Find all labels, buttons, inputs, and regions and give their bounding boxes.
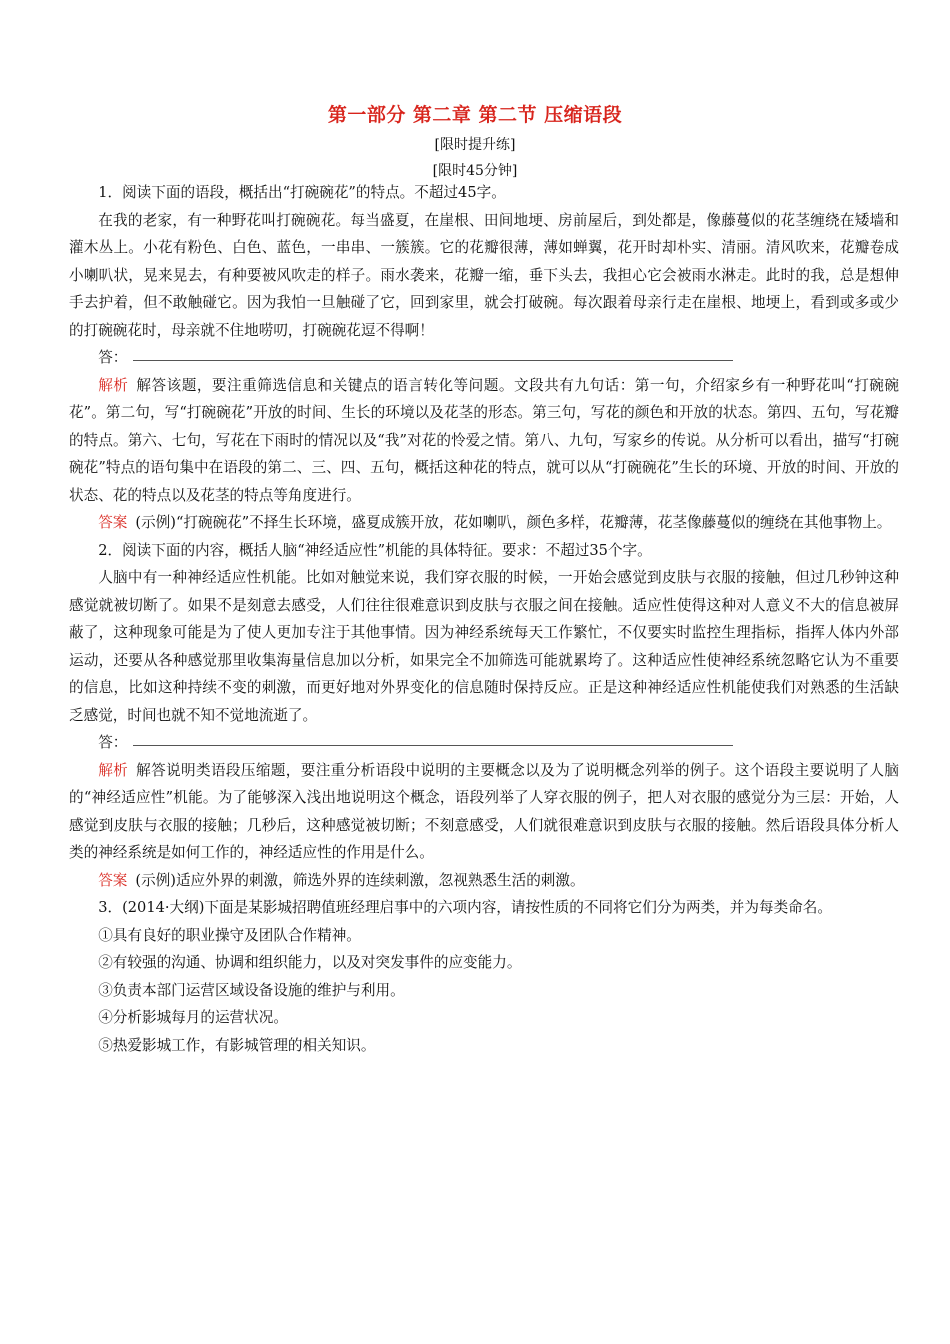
analysis-label: 解析 bbox=[98, 761, 129, 779]
question-1: 1．阅读下面的语段，概括出“打碗碗花”的特点。不超过45字。 bbox=[98, 184, 506, 201]
question-3-item: ⑤热爱影城工作，有影城管理的相关知识。 bbox=[98, 1036, 376, 1054]
answer-blank[interactable] bbox=[133, 745, 733, 746]
key-label: 答案 bbox=[98, 871, 128, 889]
question-2-analysis bbox=[69, 757, 899, 867]
question-1-analysis bbox=[69, 372, 899, 510]
question-1-answer-line bbox=[69, 344, 899, 372]
key-text: (示例)“打碗碗花”不择生长环境，盛夏成簇开放，花如喇叭，颜色多样，花瓣薄，花茎像藤蔓似的缠绕在其他事物上。 bbox=[135, 514, 892, 531]
question-2-answer-line bbox=[69, 729, 899, 757]
question-3-item: ②有较强的沟通、协调和组织能力，以及对突发事件的应变能力。 bbox=[98, 954, 522, 971]
question-3: 3．(2014·大纲)下面是某影城招聘值班经理启事中的六项内容，请按性质的不同将它们分为两类，并为每类命名。 bbox=[98, 899, 832, 916]
question-2: 2．阅读下面的内容，概括人脑“神经适应性”机能的具体特征。要求：不超过35个字。 bbox=[98, 541, 652, 559]
question-3-item: ③负责本部门运营区域设备设施的维护与利用。 bbox=[98, 981, 405, 999]
question-1-key bbox=[69, 509, 899, 537]
question-2-key bbox=[69, 867, 899, 895]
subtitle-time-limit: [限时45分钟] bbox=[432, 163, 518, 179]
subtitle-practice: [限时提升练] bbox=[434, 137, 516, 153]
analysis-label: 解析 bbox=[98, 376, 129, 394]
key-text: (示例)适应外界的刺激，筛选外界的连续刺激，忽视熟悉生活的刺激。 bbox=[135, 871, 585, 889]
question-3-item: ④分析影城每月的运营状况。 bbox=[98, 1009, 288, 1026]
analysis-text: 解答说明类语段压缩题，要注重分析语段中说明的主要概念以及为了说明概念列举的例子。这个语段主要说明了人脑的“神经适应性”机能。为了能够深入浅出地说明这个概念，语段列举了人穿衣服的例子，把人对衣服的感觉分为三层：开始，人感觉到皮肤与衣服的接触；几秒后，这种感觉被切断；不刻意感受，人们就很难意识到皮肤与衣服的接触。然后语段具体分析人类的神经系统是如何工作的，神经适应性的作用是什么。 bbox=[69, 761, 899, 861]
document-body bbox=[69, 179, 899, 1059]
question-3-item: ①具有良好的职业操守及团队合作精神。 bbox=[98, 926, 361, 944]
analysis-text: 解答该题，要注重筛选信息和关键点的语言转化等问题。文段共有九句话：第一句，介绍家乡有一种野花叫“打碗碗花”。第二句，写“打碗碗花”开放的时间、生长的环境以及花茎的形态。第三句，写花的颜色和开放的状态。第四、五句，写花瓣的特点。第六、七句，写花在下雨时的情况以及“我”对花的怜爱之情。第八、九句，写家乡的传说。从分析可以看出，描写“打碗碗花”特点的语句集中在语段的第二、三、四、五句，概括这种花的特点，就可以从“打碗碗花”生长的环境、开放的时间、开放的状态、花的特点以及花茎的特点等角度进行。 bbox=[69, 376, 899, 504]
answer-label: 答： bbox=[98, 349, 128, 366]
key-label: 答案 bbox=[98, 514, 128, 531]
question-1-passage: 在我的老家，有一种野花叫打碗碗花。每当盛夏，在崖根、田间地埂、房前屋后，到处都是，像藤蔓似的花茎缠绕在矮墙和灌木丛上。小花有粉色、白色、蓝色，一串串、一簇簇。它的花瓣很薄，薄如蝉翼，花开时却朴实、清丽。清风吹来，花瓣卷成小喇叭状，晃来晃去，有种要被风吹走的样子。雨水袭来，花瓣一缩，垂下头去，我担心它会被雨水淋走。此时的我，总是想伸手去护着，但不敢触碰它。因为我怕一旦触碰了它，回到家里，就会打破碗。每次跟着母亲行走在崖根、地埂上，看到或多或少的打碗碗花时，母亲就不住地唠叨，打碗碗花逗不得啊！ bbox=[69, 211, 899, 339]
page-title: 第一部分 第二章 第二节 压缩语段 bbox=[327, 104, 623, 126]
answer-label: 答： bbox=[98, 734, 128, 751]
answer-blank[interactable] bbox=[133, 360, 733, 361]
question-2-passage: 人脑中有一种神经适应性机能。比如对触觉来说，我们穿衣服的时候，一开始会感觉到皮肤与衣服的接触，但过几秒钟这种感觉就被切断了。如果不是刻意去感受，人们往往很难意识到皮肤与衣服之间在接触。适应性使得这种对人意义不大的信息被屏蔽了，这种现象可能是为了使人更加专注于其他事情。因为神经系统每天工作繁忙，不仅要实时监控生理指标，指挥人体内外部运动，还要从各种感觉那里收集海量信息加以分析，如果完全不加筛选可能就累垮了。这种适应性使神经系统忽略它认为不重要的信息，比如这种持续不变的刺激，而更好地对外界变化的信息随时保持反应。正是这种神经适应性机能使我们对熟悉的生活缺乏感觉，时间也就不知不觉地流逝了。 bbox=[69, 569, 899, 724]
